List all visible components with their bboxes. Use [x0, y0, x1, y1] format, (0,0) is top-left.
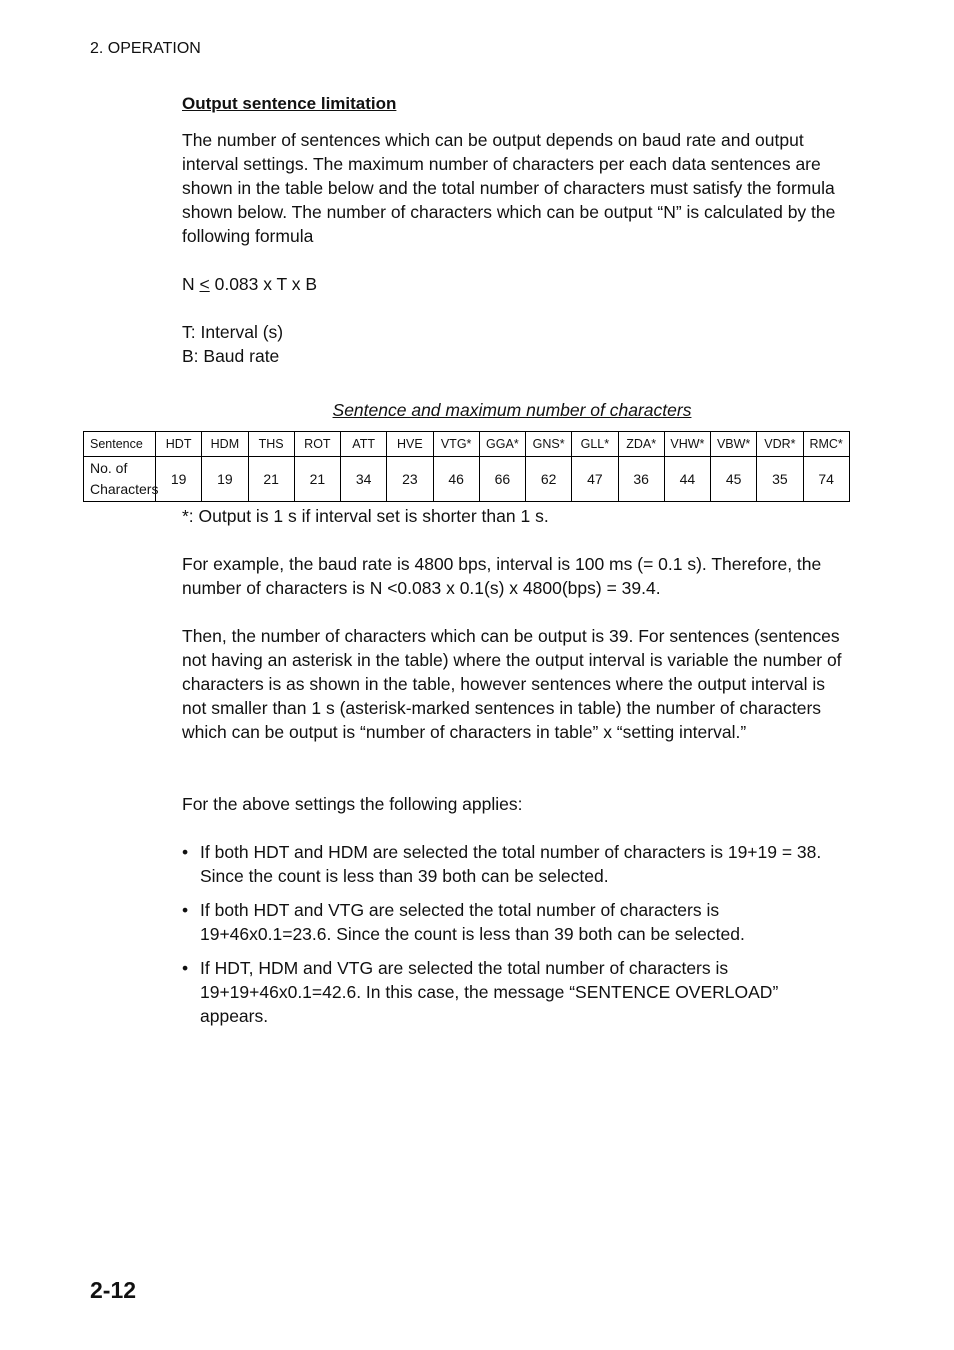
chars-cell: 36 — [618, 457, 664, 502]
list-item-text: If both HDT and VTG are selected the total number of characters is 19+46x0.1=23.6. Since the count is less than 39 both can be selected. — [200, 900, 745, 944]
list-item — [182, 898, 842, 946]
formula-rest: 0.083 x T x B — [209, 274, 318, 294]
sentence-cell: VHW* — [664, 432, 710, 457]
chars-cell: 19 — [202, 457, 248, 502]
bullet-icon: • — [182, 958, 189, 978]
list-item — [182, 956, 842, 1028]
running-header: 2. OPERATION — [90, 40, 201, 57]
table-caption: Sentence and maximum number of characters — [332, 400, 692, 420]
list-item — [182, 840, 842, 888]
sentence-cell: VTG* — [433, 432, 479, 457]
chars-cell: 46 — [433, 457, 479, 502]
chars-cell: 44 — [664, 457, 710, 502]
intro-paragraph: The number of sentences which can be output depends on baud rate and output interval settings. The maximum number of characters per each data sentences are shown in the table below and the total number of characters must satisfy the formula shown below. The number of characters which can be output “N” is calculated by the following formula — [182, 130, 836, 246]
sentence-cell: HDM — [202, 432, 248, 457]
sentence-cell: GNS* — [526, 432, 572, 457]
sentence-cell: HDT — [156, 432, 202, 457]
characters-row — [84, 457, 850, 502]
chars-cell: 62 — [526, 457, 572, 502]
chars-cell: 23 — [387, 457, 433, 502]
sentence-cell: ROT — [294, 432, 340, 457]
chars-cell: 21 — [294, 457, 340, 502]
formula-n: N — [182, 274, 200, 294]
formula-le-symbol: < — [199, 274, 210, 294]
sentence-cell: HVE — [387, 432, 433, 457]
legend-interval: T: Interval (s) — [182, 322, 284, 342]
cases-list — [182, 840, 842, 1038]
table-footnote: *: Output is 1 s if interval set is shorter than 1 s. — [182, 506, 549, 526]
sentence-cell: GLL* — [572, 432, 618, 457]
page-number: 2-12 — [90, 1277, 137, 1303]
row-head-characters — [84, 457, 159, 502]
sentence-row — [84, 432, 850, 457]
chars-cell: 74 — [803, 457, 849, 502]
chars-cell: 34 — [341, 457, 387, 502]
legend-baud: B: Baud rate — [182, 346, 280, 366]
list-item-text: If HDT, HDM and VTG are selected the total number of characters is 19+19+46x0.1=42.6. In this case, the message “SENTENCE OVERLOAD” appears. — [200, 958, 779, 1026]
sentence-cell: VDR* — [757, 432, 803, 457]
sentence-cell: RMC* — [803, 432, 849, 457]
chars-cell: 19 — [156, 457, 202, 502]
section-title: Output sentence limitation — [182, 94, 397, 113]
sentence-cell: ZDA* — [618, 432, 664, 457]
chars-cell: 21 — [248, 457, 294, 502]
list-item-text: If both HDT and HDM are selected the total number of characters is 19+19 = 38. Since the count is less than 39 both can be selected. — [200, 842, 822, 886]
applies-paragraph: For the above settings the following applies: — [182, 794, 523, 814]
chars-cell: 66 — [479, 457, 525, 502]
chars-cell: 45 — [711, 457, 757, 502]
row-head-sentence: Sentence — [84, 432, 156, 457]
sentence-table — [83, 431, 850, 502]
row-head-line1: No. of — [90, 460, 128, 476]
formula — [182, 272, 317, 296]
row-head-line2: Characters — [90, 481, 159, 497]
sentence-cell: THS — [248, 432, 294, 457]
sentence-cell: GGA* — [479, 432, 525, 457]
sentence-cell: ATT — [341, 432, 387, 457]
chars-cell: 47 — [572, 457, 618, 502]
chars-cell: 35 — [757, 457, 803, 502]
sentence-cell: VBW* — [711, 432, 757, 457]
then-paragraph: Then, the number of characters which can be output is 39. For sentences (sentences not having an asterisk in the table) where the output interval is variable the number of characters is as shown in the table, however sentences where the output interval is not smaller than 1 s (asterisk-marked sentences in table) the number of characters which can be output is “number of characters in table” x “setting interval.” — [182, 626, 842, 742]
bullet-icon: • — [182, 900, 189, 920]
example-paragraph: For example, the baud rate is 4800 bps, interval is 100 ms (= 0.1 s). Therefore, the number of characters is N <0.083 x 0.1(s) x 4800(bps) = 39.4. — [182, 554, 822, 598]
bullet-icon: • — [182, 842, 189, 862]
